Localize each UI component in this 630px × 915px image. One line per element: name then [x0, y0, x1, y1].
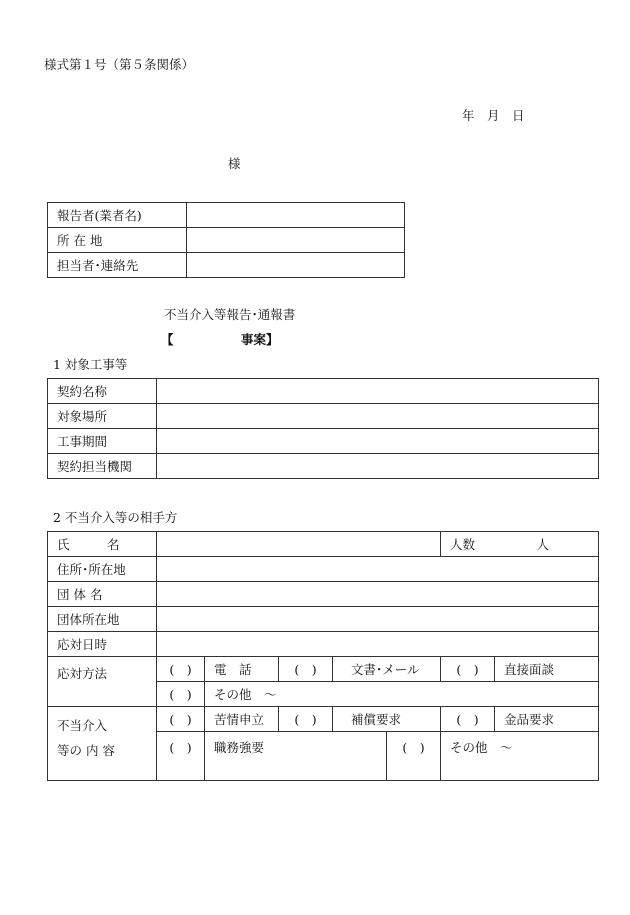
party-value[interactable] — [157, 607, 599, 632]
content-label-line1: 不当介入 — [57, 718, 108, 733]
section1-value[interactable] — [157, 429, 599, 454]
party-label: 団体所在地 — [48, 607, 157, 632]
name-row — [48, 532, 599, 557]
response-option-meeting: 直接面談 — [495, 657, 599, 682]
document-title: 不当介入等報告･通報書 — [164, 307, 296, 322]
headcount-unit[interactable]: 人 — [495, 532, 599, 557]
content-paren-compensation[interactable]: ( ) — [279, 707, 333, 732]
content-paren-complaint[interactable]: ( ) — [157, 707, 205, 732]
section1-value[interactable] — [157, 379, 599, 404]
content-option-complaint: 苦情申立 — [205, 707, 279, 732]
content-paren-other[interactable]: ( ) — [387, 732, 441, 781]
content-option-money: 金品要求 — [495, 707, 599, 732]
reporter-value[interactable] — [187, 253, 405, 278]
response-paren-letter[interactable]: ( ) — [279, 657, 333, 682]
content-option-compensation: 補償要求 — [333, 707, 441, 732]
reporter-label: 担当者･連絡先 — [48, 253, 187, 278]
section1-row — [48, 454, 599, 479]
section1-label: 工事期間 — [48, 429, 157, 454]
section1-label: 対象場所 — [48, 404, 157, 429]
content-label-line2: 等の 内 容 — [57, 743, 115, 758]
content-option-other[interactable]: その他 ～ — [441, 732, 599, 781]
section1-label: 契約担当機関 — [48, 454, 157, 479]
reporter-row — [48, 253, 405, 278]
reporter-value[interactable] — [187, 203, 405, 228]
response-paren-meeting[interactable]: ( ) — [441, 657, 495, 682]
party-row — [48, 632, 599, 657]
response-label: 応対方法 — [48, 657, 157, 707]
party-value[interactable] — [157, 557, 599, 582]
reporter-label: 所 在 地 — [48, 228, 187, 253]
party-label: 住所･所在地 — [48, 557, 157, 582]
party-label: 団 体 名 — [48, 582, 157, 607]
content-label — [48, 707, 157, 781]
response-option-phone: 電 話 — [205, 657, 279, 682]
section1-row — [48, 379, 599, 404]
name-label: 氏 名 — [48, 532, 157, 557]
content-row — [48, 707, 599, 732]
section1-value[interactable] — [157, 404, 599, 429]
reporter-label: 報告者(業者名) — [48, 203, 187, 228]
party-value[interactable] — [157, 632, 599, 657]
date-line: 年 月 日 — [462, 108, 525, 123]
section1-value[interactable] — [157, 454, 599, 479]
section1-row — [48, 429, 599, 454]
section1-table — [47, 378, 599, 479]
reporter-table — [47, 202, 405, 278]
party-row — [48, 557, 599, 582]
party-value[interactable] — [157, 582, 599, 607]
content-paren-coercion[interactable]: ( ) — [157, 732, 205, 781]
party-label: 応対日時 — [48, 632, 157, 657]
section1-row — [48, 404, 599, 429]
response-paren-other[interactable]: ( ) — [157, 682, 205, 707]
reporter-row — [48, 228, 405, 253]
content-option-coercion: 職務強要 — [205, 732, 387, 781]
section1-label: 契約名称 — [48, 379, 157, 404]
party-row — [48, 582, 599, 607]
response-paren-phone[interactable]: ( ) — [157, 657, 205, 682]
project-suffix: 事案】 — [241, 332, 279, 347]
response-option-letter: 文書･メール — [333, 657, 441, 682]
response-row — [48, 657, 599, 682]
reporter-row — [48, 203, 405, 228]
form-number: 様式第１号（第５条関係） — [44, 57, 195, 72]
name-value[interactable] — [157, 532, 441, 557]
section2-table — [47, 531, 599, 781]
section2-heading: 2 不当介入等の相手方 — [53, 510, 178, 525]
project-bracket-open: 【 — [161, 332, 174, 347]
section1-heading: 1 対象工事等 — [53, 357, 128, 372]
response-option-other[interactable]: その他 ～ — [205, 682, 599, 707]
party-row — [48, 607, 599, 632]
addressee-suffix: 様 — [228, 156, 241, 171]
content-paren-money[interactable]: ( ) — [441, 707, 495, 732]
reporter-value[interactable] — [187, 228, 405, 253]
headcount-label: 人数 — [441, 532, 495, 557]
